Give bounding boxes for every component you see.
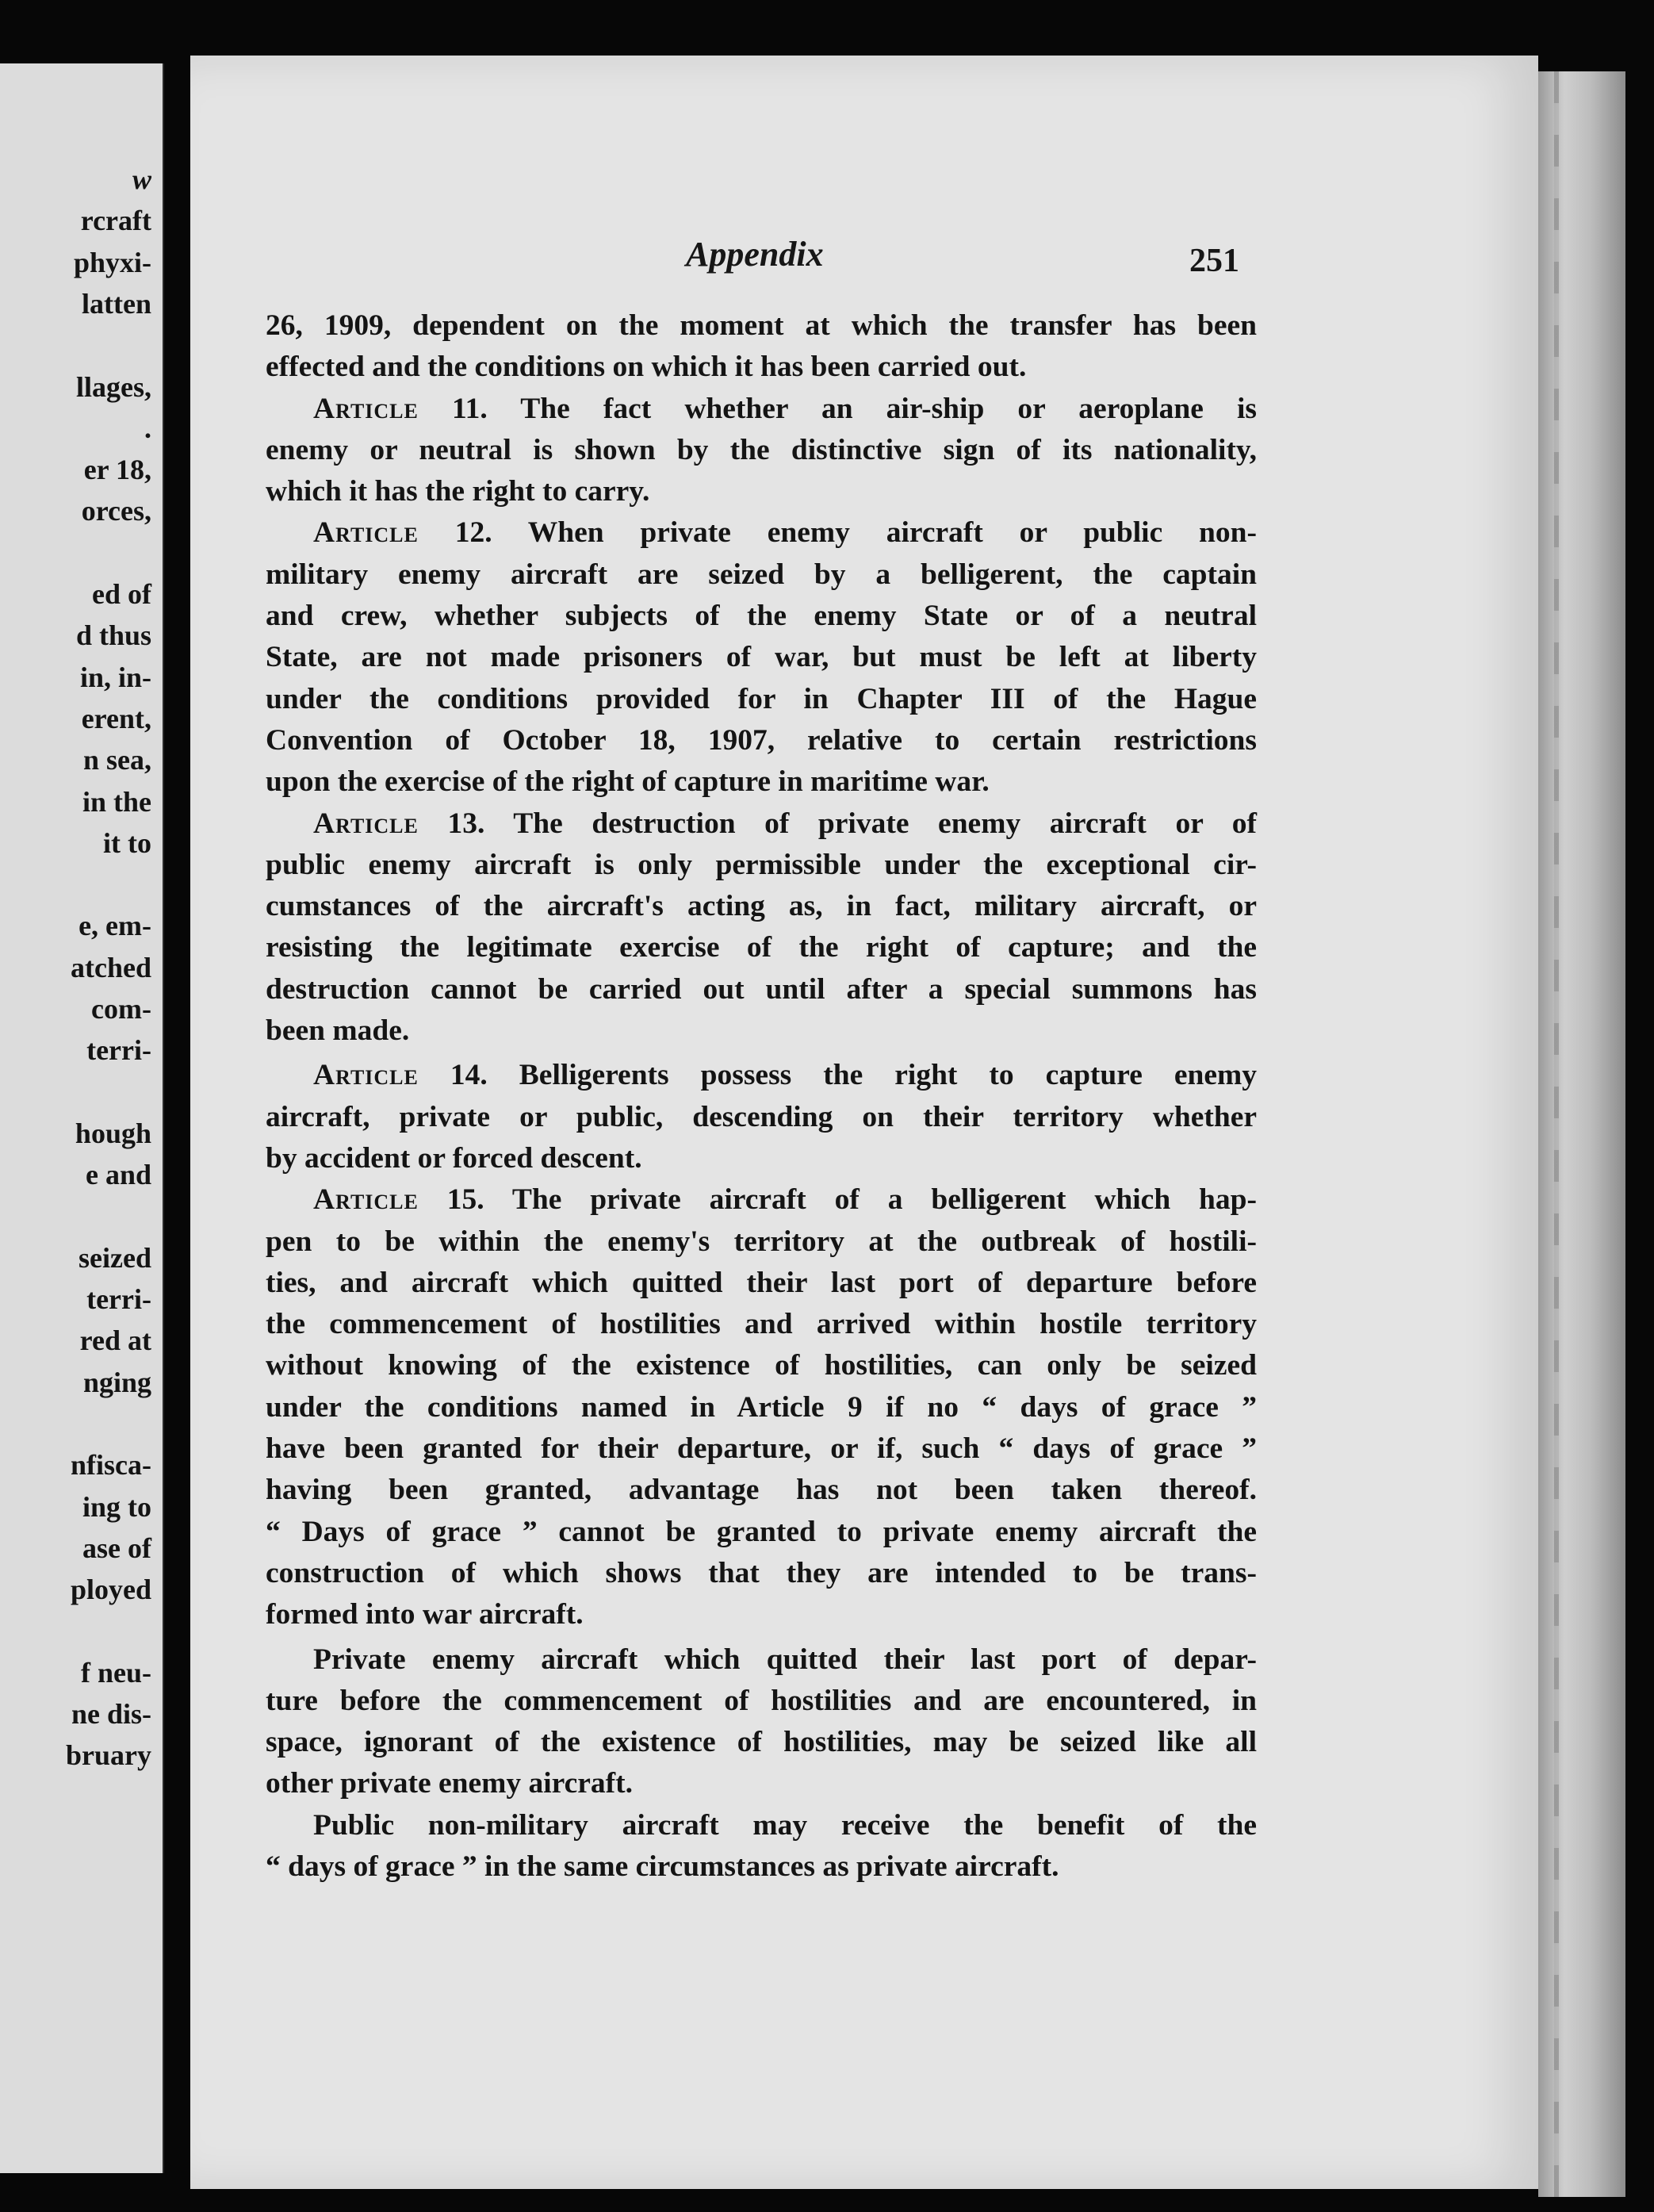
facing-page-text-fragment: n sea, (82, 744, 151, 776)
facing-page-text-fragment: d thus (75, 619, 151, 652)
article-text: The private aircraft of a belligerent which hap- (511, 1183, 1258, 1217)
facing-page-text-fragment: bruary (66, 1739, 151, 1772)
facing-page-text-fragment: red at (79, 1325, 151, 1357)
article-13-heading-line (266, 803, 1257, 845)
article-text: The fact whether an air-ship or aeroplane is (520, 392, 1257, 425)
body-line: effected and the conditions on which it has been carried out. (266, 351, 1027, 384)
facing-page-fragment (0, 63, 164, 2173)
body-line: destruction cannot be carried out until after a special summons has (266, 972, 1257, 1006)
facing-page-text-fragment: atched (71, 951, 151, 983)
body-line: having been granted, advantage has not been taken thereof. (266, 1474, 1257, 1507)
article-label: Article (313, 1183, 419, 1217)
body-line: have been granted for their departure, or if, such “ days of grace ” (266, 1432, 1257, 1466)
body-line: without knowing of the existence of hostilities, can only be seized (266, 1349, 1257, 1382)
body-line: space, ignorant of the existence of hostilities, may be seized like all (266, 1726, 1257, 1759)
body-line: Public non-military aircraft may receive the benefit of the (313, 1808, 1257, 1842)
article-15-heading-line (266, 1179, 1257, 1221)
body-line: formed into war aircraft. (266, 1598, 584, 1631)
facing-page-text-fragment: hough (75, 1117, 151, 1149)
facing-page-text-fragment: rcraft (80, 205, 151, 237)
article-11-heading-line (266, 389, 1257, 430)
facing-page-text-fragment: terri- (86, 1034, 151, 1067)
article-number: 15. (446, 1183, 484, 1217)
facing-page-text-fragment: in the (82, 785, 151, 818)
article-label: Article (313, 807, 419, 840)
article-14-heading-line (266, 1055, 1257, 1096)
facing-page-text-fragment: nfisca- (71, 1449, 151, 1482)
facing-page-text-fragment: ing to (82, 1490, 151, 1523)
body-line: ture before the commencement of hostilities and are encountered, in (266, 1684, 1257, 1717)
body-line: under the conditions named in Article 9 if no “ days of grace ” (266, 1390, 1257, 1424)
body-line: “ Days of grace ” cannot be granted to private enemy aircraft the (266, 1515, 1257, 1548)
facing-page-text-fragment: w (132, 163, 151, 195)
article-number: 12. (454, 516, 492, 550)
facing-page-text-fragment: e, em- (78, 910, 151, 942)
article-label: Article (313, 516, 419, 550)
facing-page-text-fragment: er 18, (83, 454, 151, 486)
body-line: pen to be within the enemy's territory at the outbreak of hostili- (266, 1225, 1257, 1258)
body-line: upon the exercise of the right of capture in maritime war. (266, 765, 990, 799)
article-text: The destruction of private enemy aircraft or of (513, 807, 1258, 840)
page-body (266, 305, 1257, 1888)
facing-page-text-fragment: com- (91, 993, 151, 1025)
facing-page-text-fragment: f neu- (81, 1656, 151, 1689)
body-line: military enemy aircraft are seized by a belligerent, the captain (266, 558, 1257, 591)
body-line: ties, and aircraft which quitted their last port of departure before (266, 1266, 1257, 1299)
facing-page-text-fragment: erent, (81, 702, 151, 734)
article-12-heading-line (266, 512, 1257, 554)
body-line: which it has the right to carry. (266, 475, 650, 508)
article-number: 13. (447, 807, 485, 840)
body-line: enemy or neutral is shown by the distinctive sign of its nationality, (266, 433, 1257, 466)
facing-page-text-fragment: nging (82, 1366, 151, 1398)
facing-page-text-fragment: in, in- (79, 661, 151, 693)
body-line: Private enemy aircraft which quitted their last port of depar- (313, 1643, 1257, 1676)
article-label: Article (313, 392, 419, 425)
page-number: 251 (1189, 243, 1239, 279)
running-head: Appendix (686, 235, 824, 274)
facing-page-text-fragment: terri- (86, 1283, 151, 1316)
body-line: 26, 1909, dependent on the moment at which the transfer has been (266, 309, 1257, 342)
article-number: 11. (451, 392, 488, 425)
body-line: been made. (266, 1014, 410, 1048)
article-label: Article (313, 1059, 419, 1092)
facing-page-text-fragment: ne dis- (71, 1698, 151, 1731)
facing-page-text-fragment: seized (78, 1241, 151, 1274)
body-line: and crew, whether subjects of the enemy State or of a neutral (266, 600, 1257, 633)
facing-page-text-fragment: it to (103, 826, 151, 859)
body-line: under the conditions provided for in Chapter III of the Hague (266, 682, 1257, 715)
body-line: construction of which shows that they are intended to be trans- (266, 1556, 1257, 1589)
facing-page-text-fragment: phyxi- (73, 246, 151, 278)
facing-page-text-fragment: orces, (81, 495, 151, 527)
facing-page-text-fragment: ed of (92, 578, 151, 610)
facing-page-text-fragment: ployed (70, 1574, 151, 1606)
facing-page-text-fragment: e and (85, 1159, 151, 1191)
article-text: Belligerents possess the right to capture enemy (519, 1059, 1258, 1092)
facing-page-text-fragment: . (144, 412, 151, 444)
facing-page-text-fragment: llages, (76, 370, 151, 403)
facing-page-text-fragment: latten (82, 287, 151, 320)
page-edge (1538, 71, 1625, 2197)
body-line: the commencement of hostilities and arrived within hostile territory (266, 1308, 1257, 1341)
body-line: aircraft, private or public, descending on their territory whether (266, 1100, 1257, 1133)
body-line: public enemy aircraft is only permissible under the exceptional cir- (266, 848, 1257, 881)
article-text: When private enemy aircraft or public non- (527, 516, 1258, 550)
body-line: cumstances of the aircraft's acting as, in fact, military aircraft, or (266, 890, 1257, 923)
body-line: “ days of grace ” in the same circumstances as private aircraft. (266, 1850, 1059, 1883)
body-line: resisting the legitimate exercise of the right of capture; and the (266, 931, 1257, 964)
body-line: Convention of October 18, 1907, relative to certain restrictions (266, 723, 1257, 757)
article-number: 14. (450, 1059, 488, 1092)
body-line: other private enemy aircraft. (266, 1767, 634, 1800)
facing-page-text-fragment: ase of (82, 1532, 151, 1564)
body-line: State, are not made prisoners of war, but must be left at liberty (266, 641, 1257, 674)
body-line: by accident or forced descent. (266, 1141, 642, 1175)
